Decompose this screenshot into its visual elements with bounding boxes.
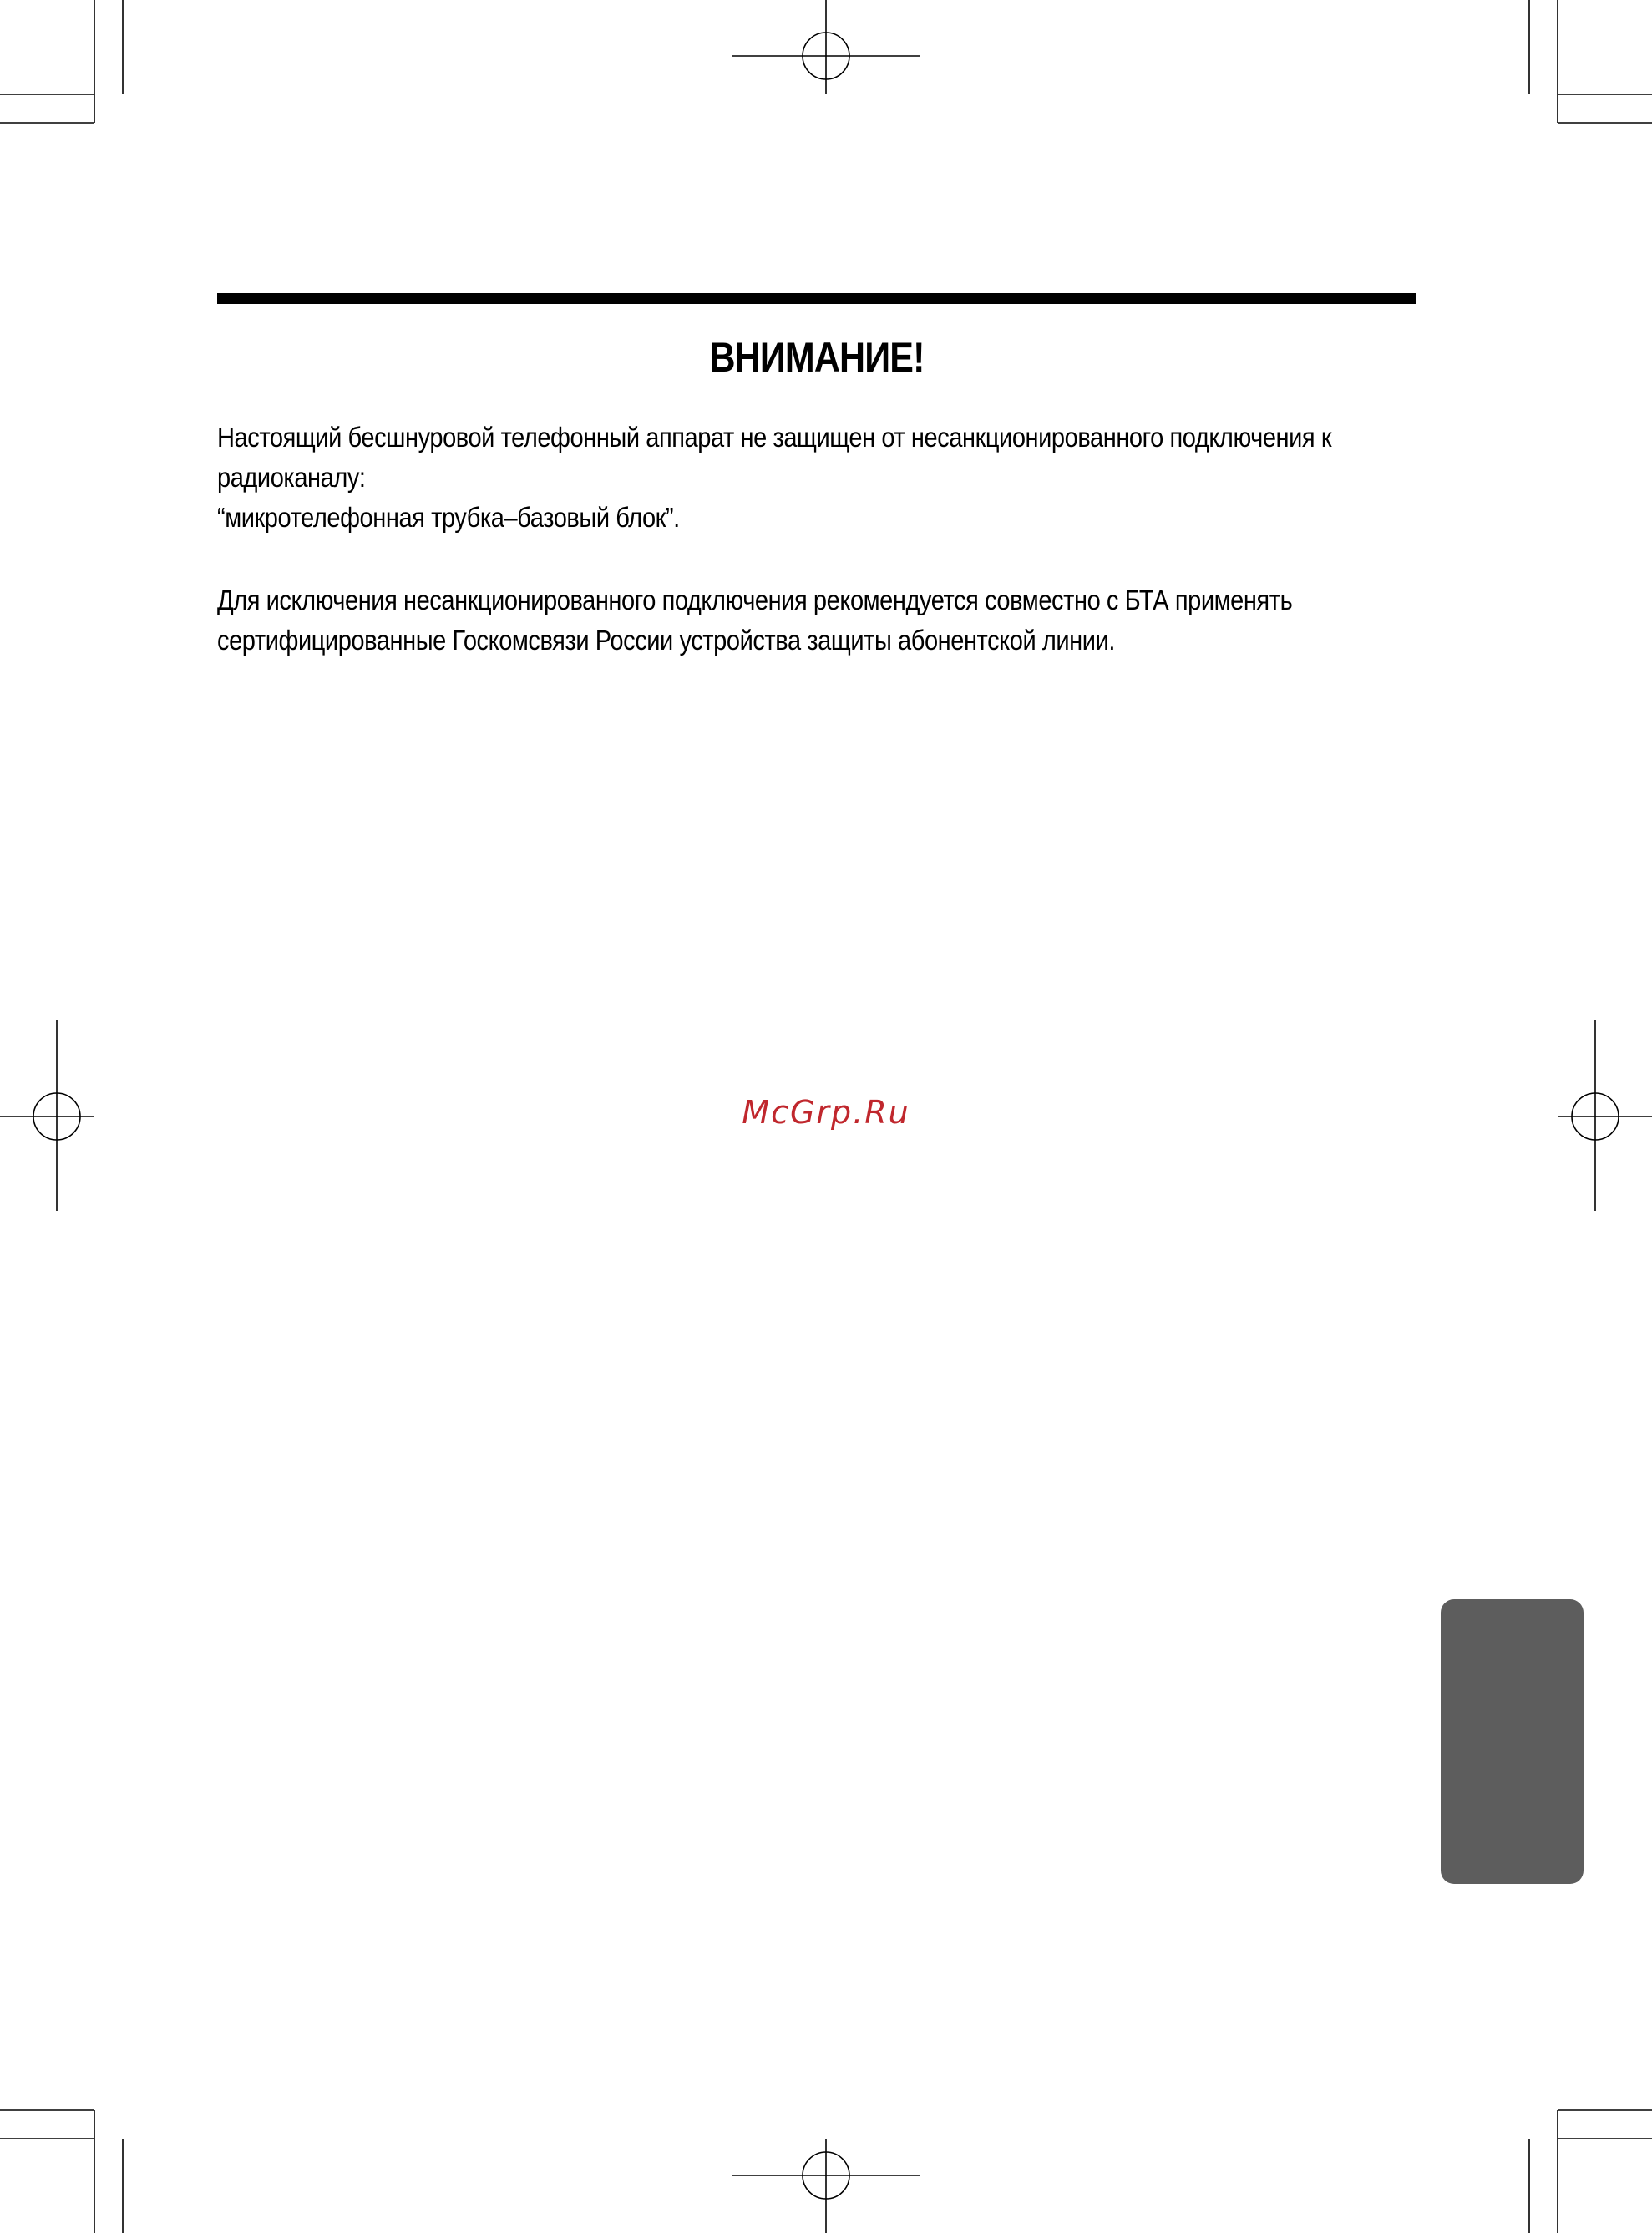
crop-mark-bottom-right <box>1529 2110 1652 2233</box>
warning-paragraph-2 <box>217 580 1393 661</box>
watermark-text: McGrp.Ru <box>742 1094 910 1131</box>
section-side-tab <box>1441 1599 1584 1884</box>
registration-mark-top <box>732 0 920 94</box>
crop-mark-top-right <box>1529 0 1652 123</box>
paragraph-line: Для исключения несанкционированного подключения рекомендуется совместно с БТА применять <box>217 585 1293 615</box>
paragraph-line: сертифицированные Госкомсвязи России устройства защиты абонентской линии. <box>217 625 1115 656</box>
page-title: ВНИМАНИЕ! <box>709 334 925 381</box>
heading-rule <box>217 293 1416 304</box>
registration-mark-bottom <box>732 2139 920 2233</box>
crop-mark-bottom-left <box>0 2110 123 2233</box>
crop-mark-top-left <box>0 0 123 123</box>
warning-paragraph-1 <box>217 418 1393 538</box>
paragraph-line: “микротелефонная трубка–базовый блок”. <box>217 502 680 533</box>
paragraph-line: Настоящий бесшнуровой телефонный аппарат не защищен от несанкционированного подключения к <box>217 422 1332 453</box>
paragraph-line: радиоканалу: <box>217 462 366 493</box>
